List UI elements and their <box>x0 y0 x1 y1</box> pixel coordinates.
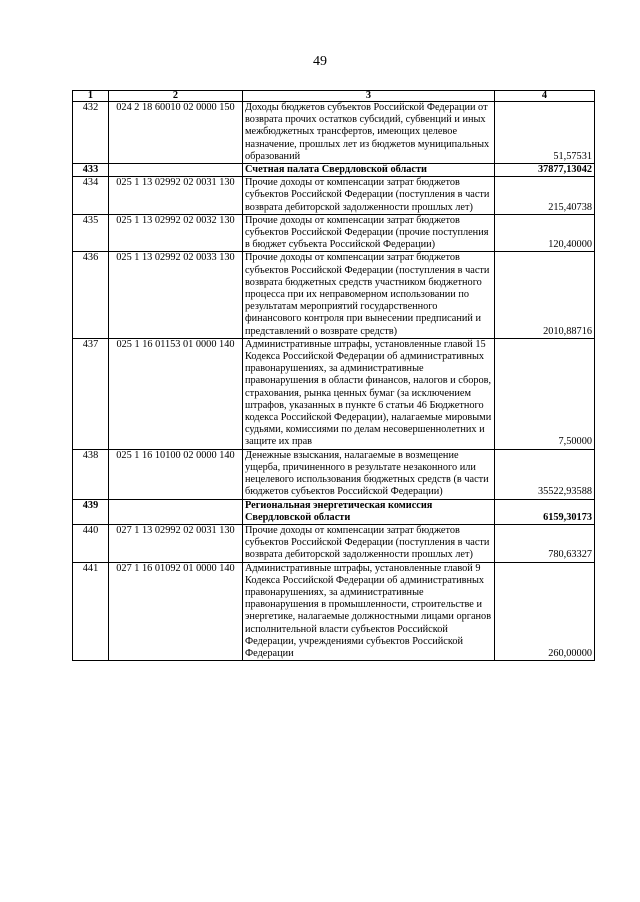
revenue-name: Доходы бюджетов субъектов Российской Федерации от возврата прочих остатков субсидий, субвенций и иных межбюджетных трансфертов, имеющих целевое назначение, прошлых лет из бюджетов муниципальных образований <box>243 102 495 164</box>
revenue-name: Административные штрафы, установленные главой 15 Кодекса Российской Федерации об административных правонарушениях, за административные правонарушения в области финансов, налогов и сборов, страхования, рынка ценных бумаг (за исключением штрафов, указанных в пункте 6 статьи 46 Бюджетного кодекса Российской Федерации), налагаемые мировыми судьями, комиссиями по делам несовершеннолетних и защите их прав <box>243 338 495 449</box>
row-number: 438 <box>73 449 109 499</box>
amount-value: 35522,93588 <box>495 449 595 499</box>
budget-code: 027 1 13 02992 02 0031 130 <box>109 524 243 562</box>
budget-code <box>109 164 243 177</box>
revenue-name: Прочие доходы от компенсации затрат бюджетов субъектов Российской Федерации (поступления в части возврата дебиторской задолженности прошлых лет) <box>243 524 495 562</box>
table-row <box>73 524 595 562</box>
row-number: 432 <box>73 102 109 164</box>
budget-code: 025 1 13 02992 02 0033 130 <box>109 252 243 338</box>
budget-code: 024 2 18 60010 02 0000 150 <box>109 102 243 164</box>
budget-code: 025 1 16 01153 01 0000 140 <box>109 338 243 449</box>
table-row <box>73 499 595 524</box>
row-number: 435 <box>73 214 109 252</box>
amount-value: 120,40000 <box>495 214 595 252</box>
amount-value: 2010,88716 <box>495 252 595 338</box>
table-row <box>73 338 595 449</box>
row-number: 433 <box>73 164 109 177</box>
budget-code: 027 1 16 01092 01 0000 140 <box>109 562 243 661</box>
revenue-name: Прочие доходы от компенсации затрат бюджетов субъектов Российской Федерации (поступления в части возврата бюджетных средств участником бюджетного процесса при их неправомерном использовании по результатам мероприятий государственного финансового контроля при вынесении предписаний и представлений о возврате средств) <box>243 252 495 338</box>
revenue-name: Денежные взыскания, налагаемые в возмещение ущерба, причиненного в результате незаконного или нецелевого использования бюджетных средств (в части бюджетов субъектов Российской Федерации) <box>243 449 495 499</box>
table-row <box>73 164 595 177</box>
table-body <box>73 102 595 661</box>
revenue-name: Прочие доходы от компенсации затрат бюджетов субъектов Российской Федерации (прочие поступления в бюджет субъекта Российской Федерации) <box>243 214 495 252</box>
amount-value: 37877,13042 <box>495 164 595 177</box>
amount-value: 6159,30173 <box>495 499 595 524</box>
column-header-1: 1 <box>73 91 109 102</box>
row-number: 439 <box>73 499 109 524</box>
amount-value: 51,57531 <box>495 102 595 164</box>
column-header-4: 4 <box>495 91 595 102</box>
revenue-name: Региональная энергетическая комиссия Свердловской области <box>243 499 495 524</box>
amount-value: 260,00000 <box>495 562 595 661</box>
revenue-name: Административные штрафы, установленные главой 9 Кодекса Российской Федерации об административных правонарушениях, за административные правонарушения в промышленности, строительстве и энергетике, налагаемые должностными лицами органов исполнительной власти субъектов Российской Федерации, учреждениями субъектов Российской Федерации <box>243 562 495 661</box>
budget-code: 025 1 13 02992 02 0032 130 <box>109 214 243 252</box>
revenue-name: Прочие доходы от компенсации затрат бюджетов субъектов Российской Федерации (поступления в части возврата дебиторской задолженности прошлых лет) <box>243 177 495 215</box>
budget-code <box>109 499 243 524</box>
row-number: 436 <box>73 252 109 338</box>
table-row <box>73 102 595 164</box>
table-row <box>73 252 595 338</box>
column-header-3: 3 <box>243 91 495 102</box>
table-row <box>73 562 595 661</box>
row-number: 441 <box>73 562 109 661</box>
table-row <box>73 177 595 215</box>
row-number: 437 <box>73 338 109 449</box>
budget-code: 025 1 13 02992 02 0031 130 <box>109 177 243 215</box>
table-row <box>73 214 595 252</box>
budget-revenue-table <box>72 90 595 661</box>
table-header-row <box>73 91 595 102</box>
row-number: 434 <box>73 177 109 215</box>
revenue-name: Счетная палата Свердловской области <box>243 164 495 177</box>
budget-code: 025 1 16 10100 02 0000 140 <box>109 449 243 499</box>
table-row <box>73 449 595 499</box>
amount-value: 7,50000 <box>495 338 595 449</box>
amount-value: 780,63327 <box>495 524 595 562</box>
row-number: 440 <box>73 524 109 562</box>
amount-value: 215,40738 <box>495 177 595 215</box>
page-number: 49 <box>313 54 327 69</box>
column-header-2: 2 <box>109 91 243 102</box>
